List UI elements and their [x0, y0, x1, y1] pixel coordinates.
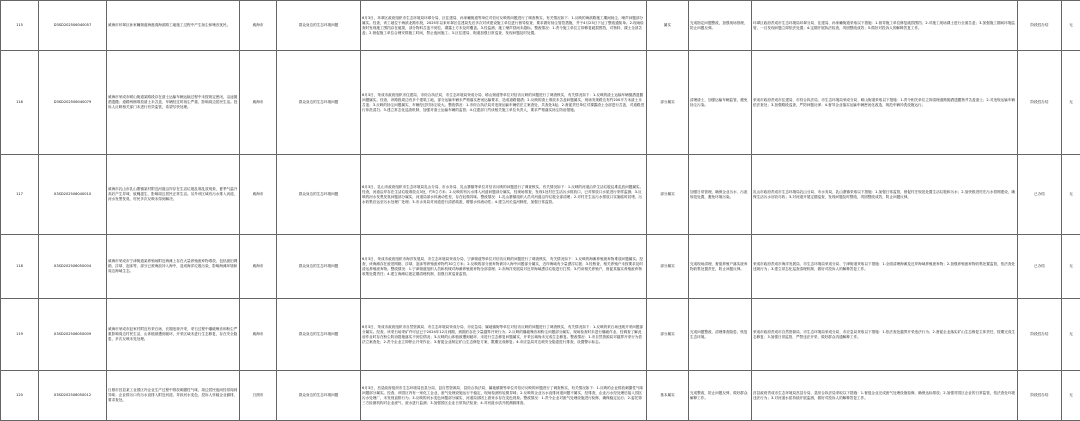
handling-measures: 环翠区政府责成市生态环境局环翠分局、住建局、孙家疃街道采取以下措施：1.督导施工单位修复破损围挡；2.对施工现场裸土进行全面苫盖；3.加强施工期间环境监管，一旦发现问题立即依法处置；4.定期开展执法检查，巩固整改成效；5.做好对投诉人的解释答复工作。 [752, 1, 1018, 51]
case-code: X3SD202506050012 [39, 371, 107, 421]
case-code: X3SD202506050009 [39, 299, 107, 371]
investigation-detail: 6月3日，荣成市政府组织市住建局、市综合执法局、市生态环境局荣成分局、崂山街道等单位对信访反映的问题进行了调查核实，有关情况如下：1.反映的渣土运输车辆抛洒遗撒问题属实。经查，该路段周边有多个建筑工地，部分运输车辆未严格落实密闭运输要求，造成道路抛洒；2.反映的渣土堆放未苫盖问题属实，现场发现路边有约200平方米渣土未苫盖；3.反映的扬尘问题属实，车辆经过时扬尘较大。整改情况：1.市综合执法局对违规运输车辆依法立案查处，共查处3起；2.督促责任单位对裸露渣土全部进行苫盖，对道路进行冲洗清扫；3.建立常态化巡查机制，加强对渣土运输车辆的监管；4.住建部门约谈相关施工单位负责人，要求严格落实扬尘防治措施。 [361, 51, 647, 155]
accountability: 无 [1062, 371, 1080, 421]
case-code: D3SD202506040079 [39, 51, 107, 155]
investigation-detail: 6月3日，莒县政府组织市生态环境局莒县分局、县自然资源局、县综合执法局、属地镇街等单位对信访反映的问题进行了调查核实，有关情况如下：1.反映的企业排放刺激性气味问题部分属实。经查，该园区内有一家化工企业，废气处理设施运行不稳定，现场检测有轻微异味；2.反映的企业污水直排河道问题不属实，经排查，企业污水经处理后接入园区污水处理厂，未发现直排行为；3.反映的河水变色问题部分属实，河道局部因上游来水存在变色现象。整改情况：1.责令企业对废气处理设施进行检修，确保稳定运行；2.委托第三方检测机构对企业废气、废水进行监测；3.加强园区企业日常执法检查；4.对河道水质开展溯源排查。 [361, 371, 647, 421]
accountability: 无 [1062, 155, 1080, 235]
handling-measures: 荣成市政府责成市住建局、市综合执法局、市生态环境局荣成分局、崂山街道采取以下措施：1.责令相关单位立即清理道路抛洒遗撒物并苫盖渣土；2.对违规运输车辆依法查处；3.加强路段巡查，严防问题反弹；4.督导企业落实运输车辆密闭化改造，规范车辆冲洗设施运行。 [752, 51, 1018, 155]
row-number: 117 [1, 155, 39, 235]
complaint-content: 威海市荣成市崂山街道某路段存在渣土运输车辆运输过程中未按规定密闭，沿途抛洒遗撒；道路两侧堆放渣土未苫盖，车辆经过时扬尘严重，影响周边居民生活。投诉人反映相关部门未进行有效监管，希望尽快处理。 [107, 51, 240, 155]
handling-measures: 荣成市政府责成市自然资源局、市生态环境局荣成分局、市应急局采取以下措施：1.依法查处越界开采违法行为；2.督促企业落实矿山生态修复主体责任，按期完成生态修复；3.加强日常监管，严禁违法开采，做好群众沟通解释工作。 [752, 299, 1018, 371]
row-number: 116 [1, 51, 39, 155]
problem-category: 群众身边的生态环境问题 [277, 235, 361, 299]
city: 威海市 [240, 51, 277, 155]
row-number: 118 [1, 235, 39, 299]
table-row [1, 371, 1080, 421]
rectification-goal: 完成现场清理，督促养殖户落实废弃物收集处置责任，防止问题反弹。 [689, 235, 752, 299]
rectification-goal: 完成指定问题整改，加强现场管理，防止问题反弹。 [689, 1, 752, 51]
completion-status: 阶段性办结 [1018, 51, 1062, 155]
table-row [1, 299, 1080, 371]
case-code: X3SD202506050004 [39, 235, 107, 299]
city: 日照市 [240, 371, 277, 421]
rectification-goal: 加强日常管理，确保企业污水、污泥规范处置，避免环境污染。 [689, 155, 752, 235]
verdict: 部分属实 [647, 51, 689, 155]
row-number: 115 [1, 1, 39, 51]
handling-measures: 莒县政府责成市生态环境局莒县分局、县综合执法局采取以下措施：1.督促企业完成废气处理设施检修，确保达标排放；2.加强对园区企业的日常监管，依法查处环境违法行为；3.对河道水质持续开展监测，做好对投诉人的解释答复工作。 [752, 371, 1018, 421]
verdict: 基本属实 [647, 371, 689, 421]
row-number: 120 [1, 371, 39, 421]
verdict: 部分属实 [647, 235, 689, 299]
complaint-content: 威海市荣成市赵家村附近有采石场，长期违规开采，采石过程中爆破噪音和粉尘严重影响周边村民生活，山体植被遭到破坏，开采区域未进行生态修复，存在安全隐患，多次反映未见处理。 [107, 299, 240, 371]
rectification-goal: 清理渣土，加强运输车辆监管，避免扬尘污染。 [689, 51, 752, 155]
completion-status: 阶段性办结 [1018, 371, 1062, 421]
problem-category: 群众身边的生态环境问题 [277, 371, 361, 421]
table-row [1, 1, 1080, 51]
city: 威海市 [240, 155, 277, 235]
city: 威海市 [240, 299, 277, 371]
verdict: 属实 [647, 1, 689, 51]
complaint-content: 威海市环翠区孙家疃街道海港湾海滨路工地施工过程中产生扬尘和噪音扰民。 [107, 1, 240, 51]
completion-status: 阶段性办结 [1018, 1, 1062, 51]
problem-category: 群众身边的生态环境问题 [277, 51, 361, 155]
row-number: 119 [1, 299, 39, 371]
accountability: 无 [1062, 51, 1080, 155]
verdict: 部分属实 [647, 299, 689, 371]
investigation-detail: 6月3日，环翠区政府组织市生态环境局环翠分局、区住建局、孙家疃街道等单位对信访反映的问题进行了调查核实，有关情况如下：1.反映的海滨路施工期间扬尘、噪声问题部分属实。经查，该工地位于海滨北路东段，2025年以来环翠区住建局先后多次对该建设施工单位进行督导检查，要求做好扬尘管控措施，并于4月23日下达了整改通知单。2.现场检查时发现施工围挡存在破损，部分物料苫盖不到位，裸露土方未及时覆盖。3.经监测，施工噪声昼间未超标。整改情况：1.责令施工单位立即修复破损围挡，对物料、裸土全部苫盖；2.督促施工单位合理安排施工时间，禁止夜间施工；3.区住建局、街道加强日常巡查，发现问题及时处置。 [361, 1, 647, 51]
investigation-detail: 6月3日，乳山市政府组织市生态环境局乳山分局、市水务局、乳山寨镇等单位对信访反映的问题进行了调查核实，有关情况如下：1.反映的河道沿岸生活垃圾乱堆乱放问题属实。经查，河道沿岸存在生活垃圾堆放点3处，约5立方米；2.反映的有污水排入河道问题部分属实，经现场排查，发现1处村庄生活污水排放口，已对排放口水质进行采样监测；3.反映的河水发黑发臭问题部分属实，河道局部水体流动性差，存在轻微异味。整改情况：1.乳山寨镇组织人员对河道沿岸垃圾全部清理；2.对村庄生活污水排放口实施临时封堵，污水收集后运至污水处理厂处理；3.市水务局对河道进行清淤疏浚，增强水体流动性；4.建立河长巡河制度，加强日常监管。 [361, 155, 647, 235]
accountability: 无 [1062, 1, 1080, 51]
rectification-goal: 完成问题整改，清理排查隐患，恢复生态环境。 [689, 299, 752, 371]
investigation-detail: 6月3日，荣成市政府组织市海洋发展局、市生态环境局荣成分局、宁津街道等单位对信访反映的问题进行了调查核实，有关情况如下：1.反映的海滩养殖废弃物堆放问题属实。经查，该海滩存在废旧网箱、浮球、泡沫等养殖废弃物约30立方米；2.反映的部分废弃物被冲入海中问题部分属实，近岸海域有少量漂浮垃圾；3.经核查，相关养殖户未按要求及时清运养殖废弃物。整改情况：1.宁津街道组织人员和机械对海滩养殖废弃物全部清理；2.市海洋发展局对近岸海域漂浮垃圾进行打捞；3.约谈相关养殖户，督促其落实养殖废弃物收集处置责任；4.建立海滩垃圾定期清理机制，加强日常巡查监管。 [361, 235, 647, 299]
table-body [1, 1, 1080, 421]
case-code: X3SD202506040010 [39, 155, 107, 235]
accountability: 无 [1062, 299, 1080, 371]
case-code: D3SD202506040057 [39, 1, 107, 51]
city: 威海市 [240, 235, 277, 299]
complaint-content: 威海市乳山市乳山寨镇某村附近河道沿岸存在生活垃圾乱堆乱放现象，夏季气温升高后产生异味，蚊蝇滋生，影响周边居民正常生活。另外该区域有污水排入河道，河水发黑发臭，村民多次反映未得到解决。 [107, 155, 240, 235]
verdict: 部分属实 [647, 155, 689, 235]
problem-category: 群众身边的生态环境问题 [277, 1, 361, 51]
completion-status: 已办结 [1018, 235, 1062, 299]
accountability: 无 [1062, 235, 1080, 299]
problem-category: 群众身边的生态环境问题 [277, 155, 361, 235]
table-row [1, 235, 1080, 299]
complaint-content: 威海市荣成市宁津街道某养殖场附近海滩上存在大量养殖废弃物堆放，包括废旧网箱、浮球、泡沫等，部分已被海浪冲入海中，造成海洋垃圾污染，影响海滩环境和周边海域生态。 [107, 235, 240, 299]
handling-measures: 荣成市政府责成市海洋发展局、市生态环境局荣成分局、宁津街道采取以下措施：1.全面清理海滩及近岸海域养殖废弃物；2.加强养殖废弃物收集处置监管，依法查处违规行为；3.建立常态化巡查清理机制，做好对投诉人的解释答复工作。 [752, 235, 1018, 299]
rectification-goal: 完成整改，防止问题反弹，做好群众解释工作。 [689, 371, 752, 421]
completion-status: 阶段性办结 [1018, 299, 1062, 371]
table-row [1, 155, 1080, 235]
table-row [1, 51, 1080, 155]
handling-measures: 乳山市政府责成市生态环境局乳山分局、市水务局、乳山寨镇采取以下措施：1.加强日常监管，督促村庄规范处置生活垃圾和污水；2.加快推进村庄污水管网建设，确保生活污水应收尽收；3.对河道开展定期巡查，发现问题及时整改，巩固整改成效，防止问题反弹。 [752, 155, 1018, 235]
problem-category: 群众身边的生态环境问题 [277, 299, 361, 371]
completion-status: 已办结 [1018, 155, 1062, 235]
complaint-content: 日照市莒县某工业园区内企业生产过程中排放刺激性气味，周边居民夜间经常闻到异味；企业排污口有污水直排入附近河道，导致河水变色，投诉人怀疑企业偷排，要求查处。 [107, 371, 240, 421]
investigation-detail: 6月3日，荣成市政府组织市自然资源局、市生态环境局荣成分局、市应急局、属地镇街等单位对信访反映的问题进行了调查核实，有关情况如下：1.反映的采石场违规开采问题部分属实。经查，该采石场采矿许可证已于2024年12月到期，到期后存在少量越界开采行为；2.反映的爆破噪音和粉尘问题部分属实，现场检查时未进行爆破作业，经调查了解此前作业时存在粉尘防治措施落实不到位情况；3.反映的山体植被遭到破坏、未进行生态修复问题属实，开采区域尚未完成生态修复。整改情况：1.市自然资源局对越界开采行为依法立案查处；2.责令企业立即停止开采作业；3.督促企业制定矿山生态修复方案，限期完成修复；4.市应急局对边坡安全隐患进行排查，设置警示标志。 [361, 299, 647, 371]
city: 威海市 [240, 1, 277, 51]
